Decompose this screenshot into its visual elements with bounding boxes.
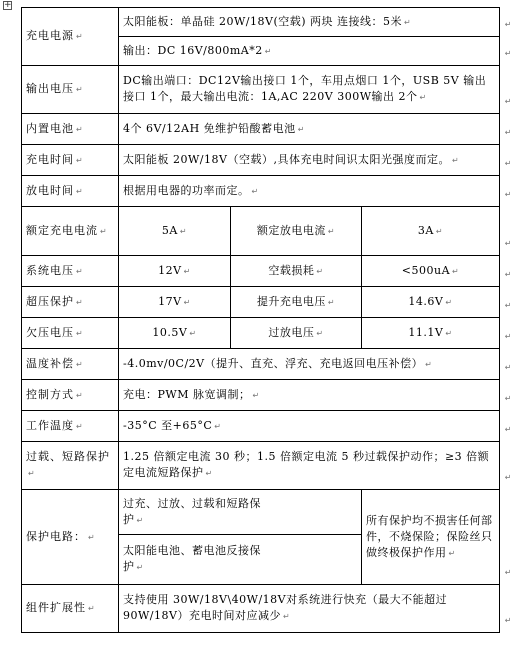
protection-circuit-label: 保护电路： ↵	[22, 490, 119, 585]
cell-end-mark: ↵	[76, 328, 84, 338]
cell-end-mark: ↵	[327, 226, 336, 236]
cell-end-mark: ↵	[189, 328, 197, 338]
cell-end-mark: ↵	[327, 297, 336, 307]
cell-end-mark: ↵	[316, 266, 324, 276]
output-voltage-value: DC输出端口：DC12V输出接口 1个，车用点烟口 1个，USB 5V 输出接口 1个，最大输出电流：1A,AC 220V 300W输出 2个 ↵ ↵	[119, 66, 500, 114]
cell-end-mark: ↵	[452, 266, 460, 276]
row-end-mark: ↵	[504, 568, 512, 577]
cell-end-mark: ↵	[76, 421, 84, 431]
row-end-mark: ↵	[504, 473, 512, 482]
control-mode-value: 充电：PWM 脉宽调制； ↵ ↵	[119, 380, 500, 411]
overload-protection-value: 1.25 倍额定电流 30 秒；1.5 倍额定电流 5 秒过载保护动作；≥3 倍额定电流短路保护 ↵ ↵	[119, 442, 500, 490]
cell-end-mark: ↵	[419, 93, 427, 102]
row-end-mark: ↵	[504, 616, 512, 625]
system-voltage-value: 12V ↵	[119, 256, 231, 287]
overvoltage-protection-label: 超压保护 ↵	[22, 287, 119, 318]
cell-end-mark: ↵	[252, 390, 260, 400]
row-end-mark: ↵	[504, 301, 512, 310]
rated-charge-current-label: 额定充电电流 ↵	[22, 207, 119, 256]
cell-end-mark: ↵	[76, 32, 84, 41]
cell-end-mark: ↵	[76, 186, 84, 196]
charge-time-label: 充电时间 ↵	[22, 145, 119, 176]
cell-end-mark: ↵	[100, 226, 108, 236]
rated-charge-current-value: 5A ↵	[119, 207, 231, 256]
cell-end-mark: ↵	[316, 328, 324, 338]
over-discharge-voltage-label: 过放电压 ↵	[231, 318, 362, 349]
cell-end-mark: ↵	[251, 186, 259, 196]
cell-end-mark: ↵	[76, 124, 84, 134]
protection-item-overcharge: 过充、过放、过载和短路保护 ↵	[119, 490, 362, 535]
cell-end-mark: ↵	[76, 359, 84, 369]
row-end-mark: ↵	[504, 363, 512, 372]
protection-item-reverse: 太阳能电池、蓄电池反接保护 ↵	[119, 535, 362, 585]
battery-label: 内置电池 ↵	[22, 114, 119, 145]
cell-end-mark: ↵	[76, 155, 84, 165]
row-end-mark: ↵	[504, 270, 512, 279]
charge-source-line1: 太阳能板：单晶硅 20W/18V(空载) 两块 连接线：5米 ↵ ↵	[119, 8, 500, 37]
expansion-label: 组件扩展性 ↵	[22, 585, 119, 633]
row-end-mark: ↵	[504, 332, 512, 341]
rated-discharge-current-label: 额定放电电流 ↵	[231, 207, 362, 256]
cell-end-mark: ↵	[183, 297, 191, 307]
control-mode-label: 控制方式 ↵	[22, 380, 119, 411]
row-end-mark: ↵	[504, 128, 512, 137]
cell-end-mark: ↵	[445, 328, 453, 338]
battery-value: 4个 6V/12AH 免维护铅酸蓄电池 ↵ ↵	[119, 114, 500, 145]
overload-protection-label: 过载、短路保护↵	[22, 442, 119, 490]
working-temperature-value: -35°C 至+65°C ↵ ↵	[119, 411, 500, 442]
row-end-mark: ↵	[504, 20, 512, 29]
temperature-compensation-label: 温度补偿 ↵	[22, 349, 119, 380]
row-end-mark: ↵	[504, 190, 512, 199]
protection-note: 所有保护均不损害任何部件，不烧保险；保险丝只做终极保护作用 ↵ ↵	[362, 490, 500, 585]
cell-end-mark: ↵	[88, 532, 96, 542]
cell-end-mark: ↵	[88, 604, 96, 613]
cell-end-mark: ↵	[28, 469, 36, 478]
table-move-handle-icon[interactable]: +	[4, 0, 12, 10]
cell-end-mark: ↵	[404, 17, 412, 27]
charge-source-label: 充电电源 ↵	[22, 8, 119, 66]
cell-end-mark: ↵	[76, 390, 84, 400]
row-end-mark: ↵	[504, 97, 512, 106]
cell-end-mark: ↵	[76, 266, 84, 276]
cell-end-mark: ↵	[136, 515, 144, 525]
cell-end-mark: ↵	[136, 563, 144, 572]
cell-end-mark: ↵	[183, 266, 191, 276]
cell-end-mark: ↵	[435, 226, 444, 236]
cell-end-mark: ↵	[205, 469, 213, 478]
spec-table	[21, 7, 512, 633]
cell-end-mark: ↵	[445, 297, 453, 307]
undervoltage-value: 10.5V ↵	[119, 318, 231, 349]
working-temperature-label: 工作温度 ↵	[22, 411, 119, 442]
cell-end-mark: ↵	[76, 85, 84, 94]
cell-end-mark: ↵	[179, 226, 188, 236]
row-end-mark: ↵	[504, 425, 512, 434]
row-end-mark: ↵	[504, 239, 512, 248]
boost-charge-voltage-label: 提升充电电压 ↵	[231, 287, 362, 318]
temperature-compensation-value: -4.0mv/0C/2V（提升、直充、浮充、充电返回电压补偿） ↵ ↵	[119, 349, 500, 380]
cell-end-mark: ↵	[76, 297, 84, 307]
overvoltage-protection-value: 17V ↵	[119, 287, 231, 318]
cell-end-mark: ↵	[297, 124, 305, 134]
cell-end-mark: ↵	[282, 612, 291, 621]
cell-end-mark: ↵	[264, 46, 272, 56]
charge-time-value: 太阳能板 20W/18V（空载）,具体充电时间识太阳光强度而定。 ↵ ↵	[119, 145, 500, 176]
discharge-time-label: 放电时间 ↵	[22, 176, 119, 207]
charge-source-line2: 输出：DC 16V/800mA*2 ↵ ↵	[119, 37, 500, 66]
rated-discharge-current-value: 3A ↵ ↵	[362, 207, 500, 256]
system-voltage-label: 系统电压 ↵	[22, 256, 119, 287]
undervoltage-label: 欠压电压 ↵	[22, 318, 119, 349]
cell-end-mark: ↵	[425, 359, 433, 369]
cell-end-mark: ↵	[448, 548, 456, 558]
cell-end-mark: ↵	[451, 155, 460, 165]
boost-charge-voltage-value: 14.6V ↵ ↵	[362, 287, 500, 318]
expansion-value: 支持使用 30W/18V\40W/18V对系统进行快充（最大不能超过 90W/18V）充电时间对应减少 ↵ ↵	[119, 585, 500, 633]
idle-loss-value: <500uA ↵ ↵	[362, 256, 500, 287]
cell-end-mark: ↵	[214, 421, 222, 431]
output-voltage-label: 输出电压 ↵	[22, 66, 119, 114]
row-end-mark: ↵	[504, 394, 512, 403]
row-end-mark: ↵	[504, 159, 512, 168]
over-discharge-voltage-value: 11.1V ↵ ↵	[362, 318, 500, 349]
row-end-mark: ↵	[504, 49, 512, 58]
idle-loss-label: 空载损耗 ↵	[231, 256, 362, 287]
discharge-time-value: 根据用电器的功率而定。 ↵ ↵	[119, 176, 500, 207]
